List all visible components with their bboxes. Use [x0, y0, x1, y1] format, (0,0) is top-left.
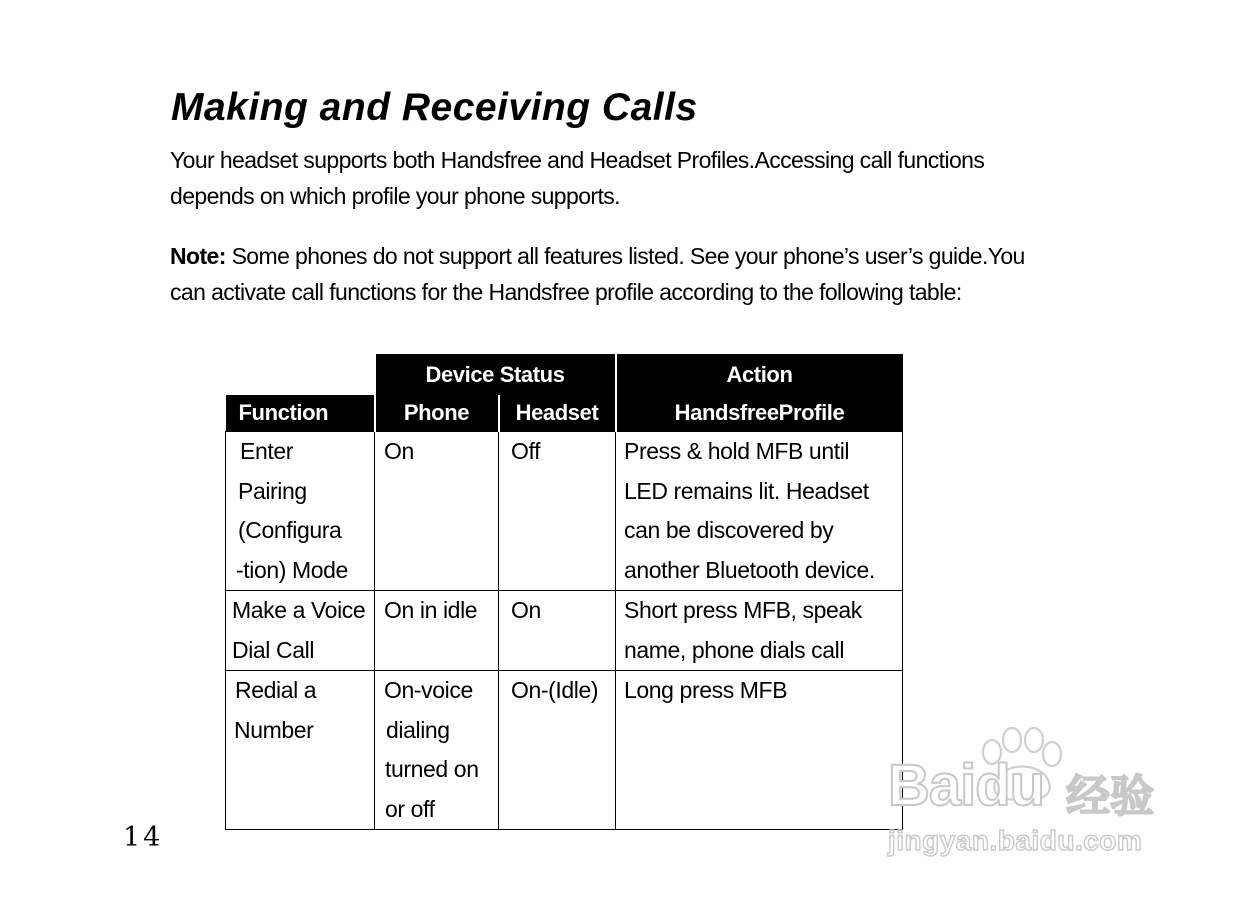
phone-cell: On: [375, 432, 499, 591]
phone-cell: On in idle: [375, 591, 499, 671]
note-line-1: Some phones do not support all features listed. See your phone’s user’s guide.You: [225, 243, 1025, 269]
action-header: Action: [616, 354, 903, 395]
profile-column-header: HandsfreeProfile: [616, 395, 903, 432]
table-corner-blank: [226, 354, 375, 395]
headset-cell: On-(Idle): [499, 671, 616, 830]
function-cell: Enter Pairing (Configura -tion) Mode: [226, 432, 375, 591]
headset-cell: Off: [499, 432, 616, 591]
action-cell: Short press MFB, speak name, phone dials call: [616, 591, 903, 671]
table-column-header-row: [226, 395, 903, 432]
note-line-2: can activate call functions for the Handsfree profile according to the following table:: [170, 279, 962, 305]
watermark-url: jingyan.baidu.com: [888, 825, 1143, 856]
call-functions-table: [225, 354, 903, 830]
watermark-chinese: 经验: [1066, 771, 1154, 822]
headset-column-header: Headset: [499, 395, 616, 432]
phone-column-header: Phone: [375, 395, 499, 432]
page-title: Making and Receiving Calls: [171, 86, 698, 129]
headset-cell: On: [499, 591, 616, 671]
intro-line-1: Your headset supports both Handsfree and Headset Profiles.Accessing call functions: [170, 147, 985, 173]
page-number: 14: [123, 822, 164, 853]
function-column-header: Function: [226, 395, 375, 432]
note-label: Note:: [170, 243, 226, 269]
table-group-header-row: [226, 354, 903, 395]
action-cell: Long press MFB: [616, 671, 903, 830]
intro-paragraph: [170, 142, 1070, 214]
watermark-brand: Baidu: [888, 753, 1045, 818]
action-cell: Press & hold MFB until LED remains lit. Headset can be discovered by another Bluetooth device.: [616, 432, 903, 591]
table-row: [226, 671, 903, 830]
phone-cell: On-voice dialing turned on or off: [375, 671, 499, 830]
note-paragraph: [170, 238, 1070, 310]
function-cell: Make a Voice Dial Call: [226, 591, 375, 671]
table-row: [226, 432, 903, 591]
table-row: [226, 591, 903, 671]
function-cell: Redial a Number: [226, 671, 375, 830]
intro-line-2: depends on which profile your phone supports.: [170, 183, 620, 209]
device-status-header: Device Status: [375, 354, 616, 395]
